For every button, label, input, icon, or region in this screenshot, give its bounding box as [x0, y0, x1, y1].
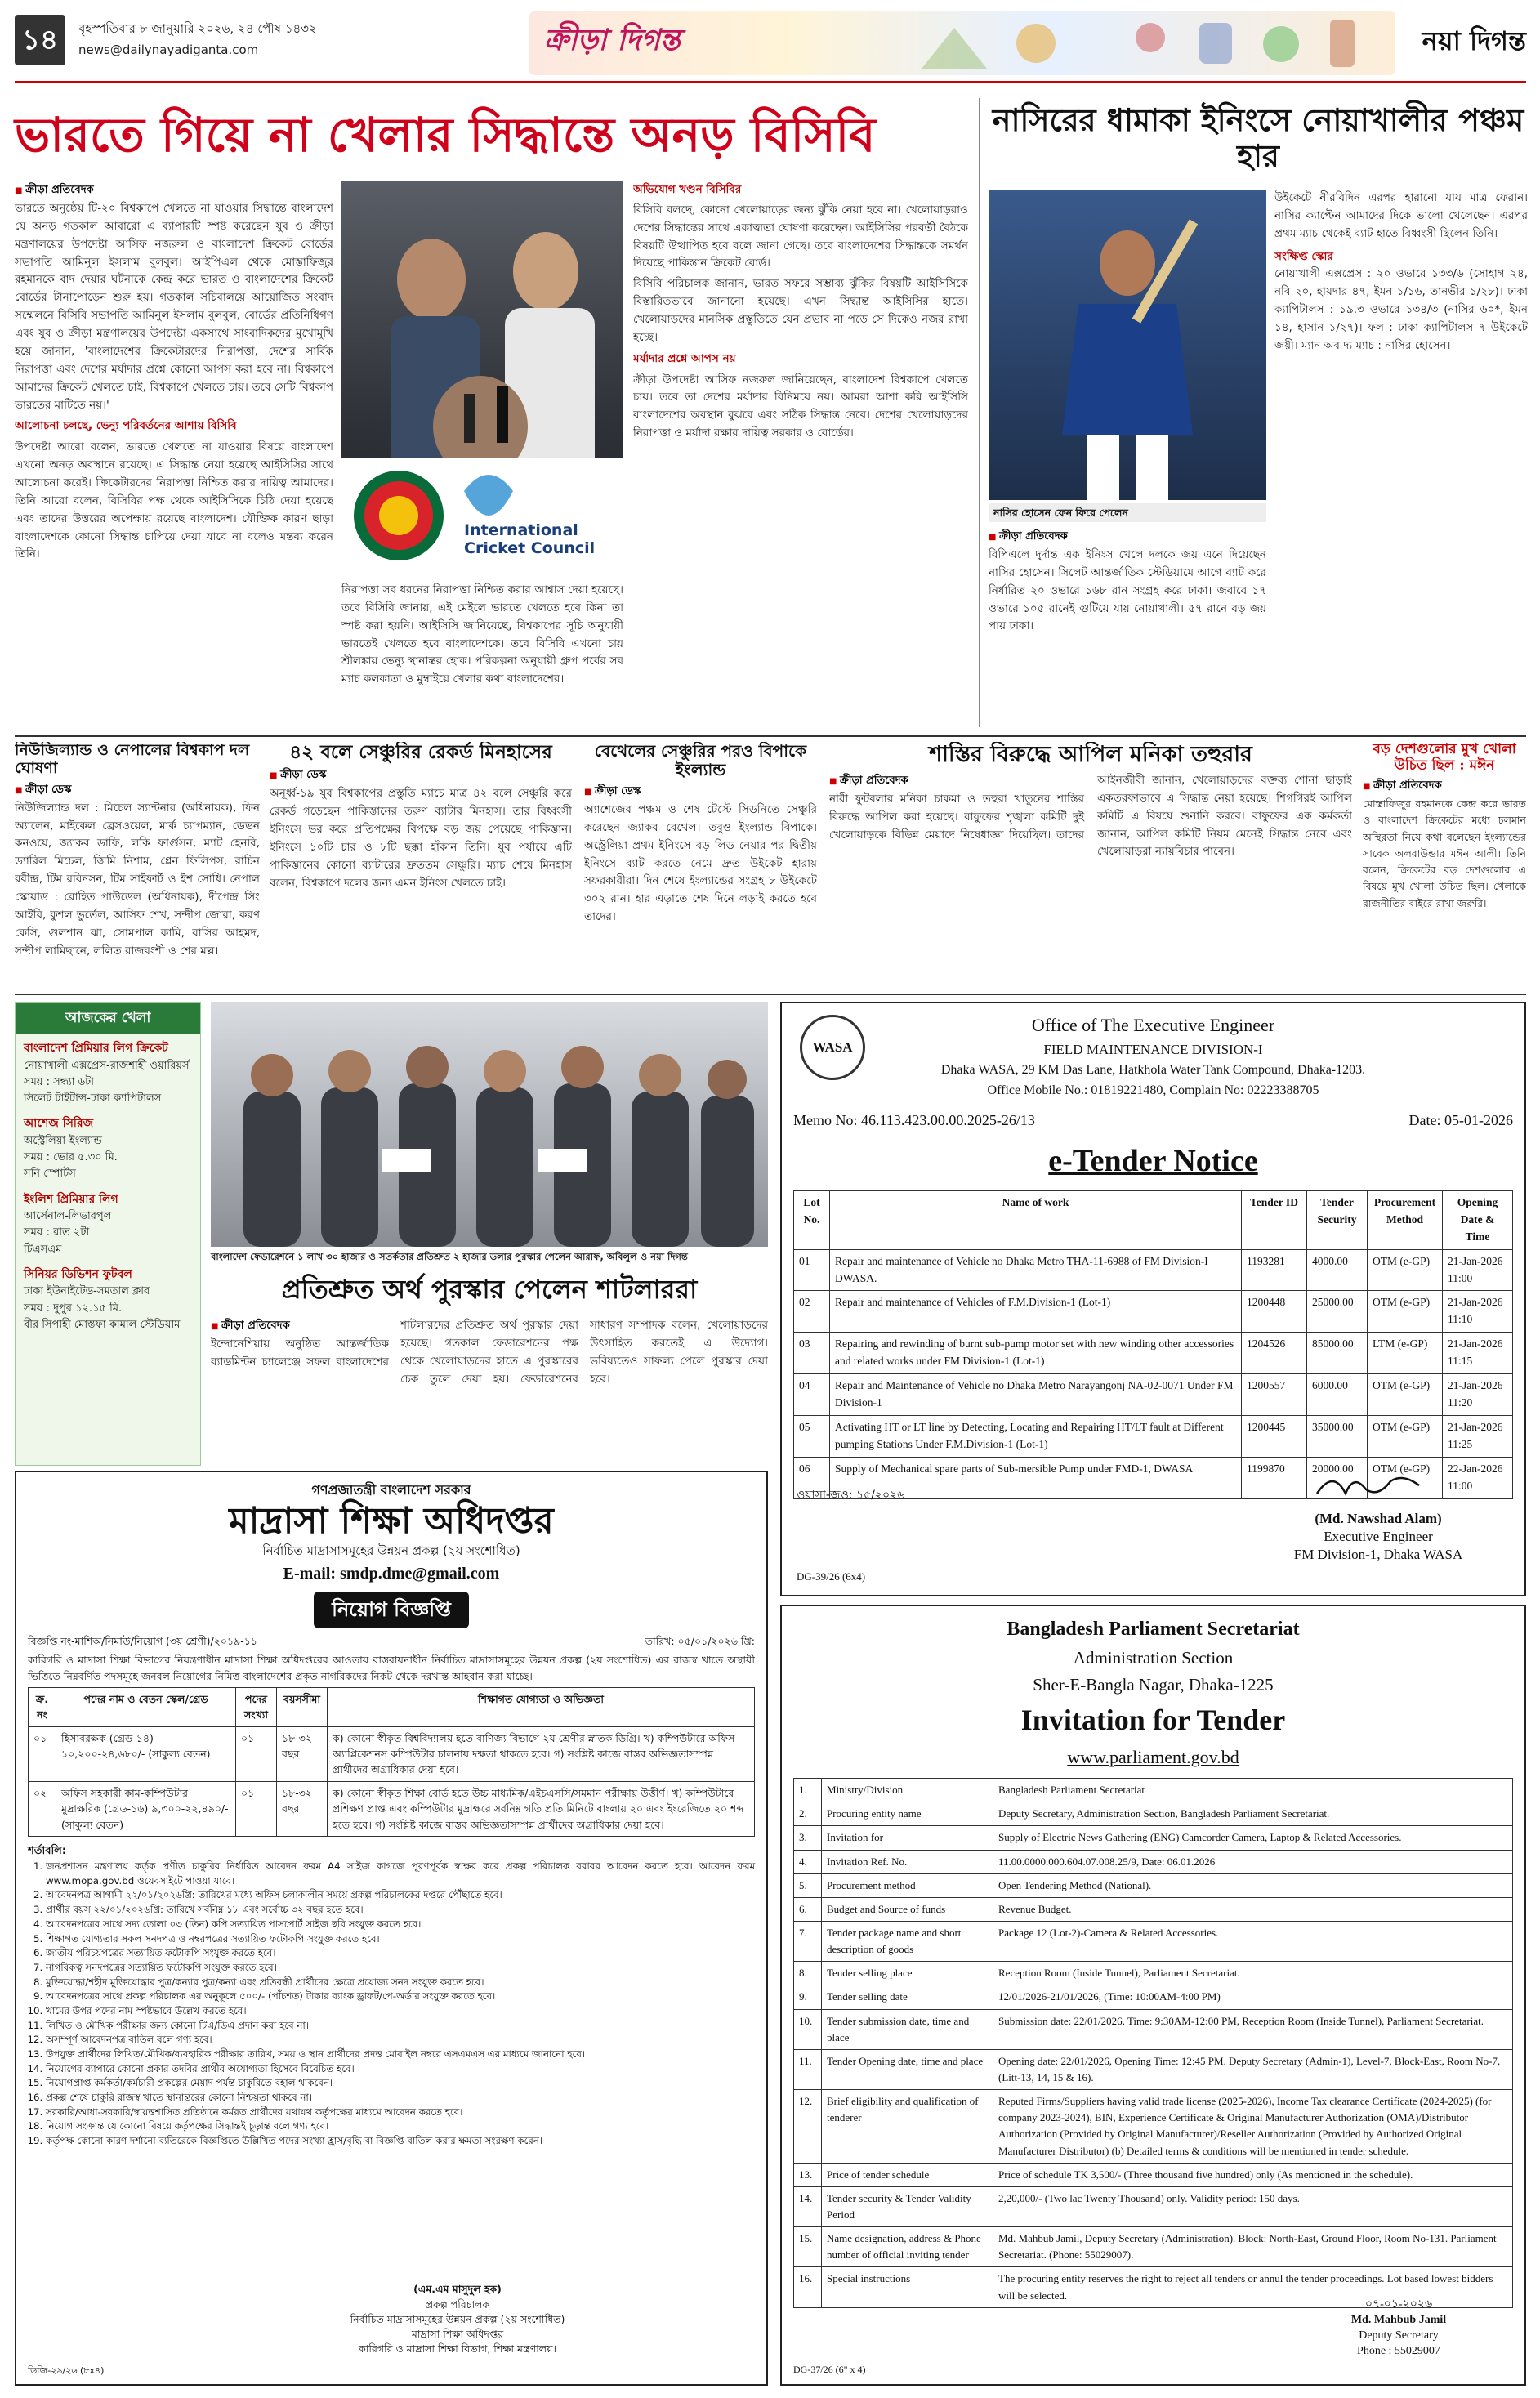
wasa-dg: DG-39/26 (6x4)	[797, 1570, 866, 1583]
wasa-logo-text: WASA	[812, 1039, 853, 1055]
table-row	[794, 2163, 1513, 2186]
cell: 21-Jan-2026 11:20	[1443, 1374, 1513, 1416]
cell: Reception Room (Inside Tunnel), Parliament Secretariat.	[993, 1962, 1513, 1985]
lead-headline: ভারতে গিয়ে না খেলার সিদ্ধান্তে অনড় বিসিবি	[15, 107, 876, 163]
section-title: ক্রীড়া দিগন্ত	[544, 23, 681, 57]
wasa-logo	[800, 1015, 865, 1080]
cell: 21-Jan-2026 11:25	[1443, 1415, 1513, 1457]
game-item	[24, 1191, 192, 1258]
madrasa-signatory	[286, 2282, 629, 2356]
table-row	[794, 1962, 1513, 1985]
table-row	[794, 1249, 1513, 1291]
wasa-signatory	[1248, 1510, 1509, 1564]
wasa-title: e-Tender Notice	[1048, 1143, 1258, 1178]
table-row	[794, 2009, 1513, 2049]
col-header: বয়সসীমা	[277, 1687, 328, 1726]
col-header: শিক্ষাগত যোগ্যতা ও অভিজ্ঞতা	[328, 1687, 755, 1726]
side-col-1	[989, 528, 1266, 728]
madrasa-badge: নিয়োগ বিজ্ঞপ্তি	[314, 1592, 469, 1628]
parl-signatory	[1292, 2298, 1505, 2360]
cell: Revenue Budget.	[993, 1897, 1513, 1921]
parl-url[interactable]: www.parliament.gov.bd	[1067, 1747, 1239, 1768]
term-item: 8. মুক্তিযোদ্ধা/শহীদ মুক্তিযোদ্ধার পুত্র/কন্যার পুত্র/কন্যা এবং প্রতিবন্ধী প্রার্থীদের ক্ষেত্রে প্রযোজ্য সনদ সংযুক্ত করতে হবে।	[46, 1976, 755, 1990]
lead-col3-text: বিসিবি পরিচালক জানান, ভারত সফরে সম্ভাব্য ঝুঁকির বিষয়টি আইসিসিকে বিস্তারিতভাবে জানানো হয়েছে। এখন সিদ্ধান্ত আইসিসির হাতে। খেলোয়াড়দের মানসিক প্রস্তুতিতে যেন প্রভাব না পড়ে সে দিকেও নজর রাখা হচ্ছে।	[633, 277, 968, 344]
lead-col-3	[633, 181, 968, 729]
parliament-tender-ad	[780, 1605, 1526, 2386]
game-venue: সনি স্পোর্টস	[24, 1168, 76, 1181]
cell: 10.	[794, 2009, 822, 2049]
cell: Ministry/Division	[822, 1779, 993, 1802]
madrasa-intro: কারিগরি ও মাদ্রাসা শিক্ষা বিভাগের নিয়ন্ত্রণাধীন মাদ্রাসা শিক্ষা অধিদপ্তরের আওতায় বাস্তবায়নাধীন নির্বাচিত মাদ্রাসাসমূহের উন্নয়ন প্রকল্প (২য় সংশোধিত) এর রাজস্ব খাতে অস্থায়ী ভিত্তিতে নিম্নবর্ণিত পদসমূহে জনবল নিয়োগের নিমিত্ত বাংলাদেশের প্রকৃত নাগরিকদের নিকট থেকে দরখাস্ত আহবান করা যাচ্ছে।	[28, 1654, 755, 1682]
cell: 8.	[794, 1962, 822, 1985]
lead-col2b-body: বিসিবি বলছে, কোনো খেলোয়াড়ের জন্য ঝুঁকি নেয়া হবে না। খেলোয়াড়রাও দেশের সিদ্ধান্তের সাথে একাত্মতা ঘোষণা করেছেন। আইসিসির পরবর্তী বৈঠকে বিষয়টি উত্থাপিত হবে বলে জানা গেছে। তবে বাংলাদেশের সিদ্ধান্তকে সমর্থন দিয়েছে পাকিস্তান ক্রিকেট বোর্ড।	[633, 203, 968, 270]
term-item: 5. শিক্ষাগত যোগ্যতার সকল সনদপত্র ও নম্বরপত্রের সত্যায়িত ফটোকপি সংযুক্ত করতে হবে।	[46, 1932, 755, 1947]
cell: ০১	[236, 1726, 277, 1781]
madrasa-sig-title: প্রকল্প পরিচালক	[425, 2298, 490, 2311]
game-time: সময় : সন্ধ্যা ৬টা	[24, 1076, 94, 1089]
term-item: 9. আবেদনপত্রের সাথে প্রকল্প পরিচালক এর অনুকূলে ৫০০/- (পাঁচশত) টাকার ব্যাংক ড্রাফট/পে-অর্ডার সংযুক্ত করতে হবে।	[46, 1989, 755, 2004]
wasa-office: Office of The Executive Engineer	[1031, 1015, 1275, 1035]
parl-tender-table	[793, 1778, 1513, 2308]
cell: অফিস সহকারী কাম-কম্পিউটার মুদ্রাক্ষরিক (গ্রেড-১৬) ৯,৩০০-২২,৪৯০/- (সাকুল্য বেতন)	[56, 1781, 236, 1836]
cell: Price of tender schedule	[822, 2163, 993, 2186]
cell: 6000.00	[1307, 1374, 1368, 1416]
cell: Supply of Electric News Gathering (ENG) Camcorder Camera, Laptop & Related Accessories.	[993, 1826, 1513, 1850]
cell: 15.	[794, 2227, 822, 2267]
cell: 11.	[794, 2049, 822, 2089]
wasa-phone: Office Mobile No.: 01819221480, Complain No: 02223388705	[987, 1083, 1319, 1098]
score-title: সংক্ষিপ্ত স্কোর	[1274, 249, 1333, 263]
madrasa-dg: ডিজি-২৯/২৬ (৮x৪)	[28, 2365, 105, 2376]
term-item: 3. প্রার্থীর বয়স ২২/০১/২০২৬খ্রি: তারিখে সর্বনিম্ন ১৮ এবং সর্বোচ্চ ৩২ বছর হতে হবে।	[46, 1903, 755, 1918]
game-league: ইংলিশ প্রিমিয়ার লিগ	[24, 1192, 118, 1206]
col-header: পদের সংখ্যা	[236, 1687, 277, 1726]
table-row	[794, 1985, 1513, 2009]
cell: 2.	[794, 1802, 822, 1826]
madrasa-recruitment-ad	[15, 1471, 768, 2386]
term-item: 7. নাগরিকত্ব সনদপত্রের সত্যায়িত ফটোকপি সংযুক্ত করতে হবে।	[46, 1961, 755, 1976]
lead-col2-text: নিরাপত্তা সব ধরনের নিরাপত্তা নিশ্চিত করার আশ্বাস দেয়া হয়েছে। তবে বিসিবি জানায়, এই মেইলে ভারতে খেলতে হবে কিনা তা স্পষ্ট করা হয়নি। আইসিসি জানিয়েছে, বিশ্বকাপের সূচি অনুযায়ী ভারতেই খেলতে হবে বাংলাদেশকে। তবে বিসিবি এখনো চায় শ্রীলঙ্কায় ভেন্যু স্থানান্তর হোক। পরিকল্পনা অনুযায়ী গ্রুপ পর্বের সব ম্যাচ কলকাতা ও মুম্বাইয়ে খেলার কথা বাংলাদেশের।	[341, 583, 623, 686]
term-item: 14. নিয়োগের ব্যাপারে কোনো প্রকার তদবির প্রার্থীর অযোগ্যতা হিসেবে বিবেচিত হবে।	[46, 2062, 755, 2077]
cell: 1200448	[1242, 1291, 1307, 1333]
parl-org: Bangladesh Parliament Secretariat	[1007, 1619, 1300, 1640]
cell: ক) কোনো স্বীকৃত বিশ্ববিদ্যালয় হতে বাণিজ্য বিভাগে ২য় শ্রেণীর স্নাতক ডিগ্রি। খ) কম্পিউটারে অফিস অ্যাপ্লিকেশনস কম্পিউটার চালনায় দক্ষতা থাকতে হবে। গ) সংশ্লিষ্ট কাজে বাস্তব অভিজ্ঞতাসম্পন্ন প্রার্থীদের অগ্রাধিকার দেয়া হবে।	[328, 1726, 755, 1781]
term-item: 17. সরকারি/আধা-সরকারি/স্বায়ত্তশাসিত প্রতিষ্ঠানে কর্মরত প্রার্থীদের যথাযথ কর্তৃপক্ষের মাধ্যমে আবেদন করতে হবে।	[46, 2106, 755, 2120]
wasa-sig-title: Executive Engineer	[1324, 1529, 1433, 1545]
madrasa-ref-left: বিজ্ঞপ্তি নং-মাশিঅ/নিমাউ/নিয়োগ (৩য় শ্রেণী)/২০১৯-১১	[28, 1634, 257, 1647]
side-col1-text: বিপিএলে দুর্দান্ত এক ইনিংস খেলে দলকে জয় এনে দিয়েছেন নাসির হোসেন। সিলেট আন্তর্জাতিক স্টেডিয়ামে আগে ব্যাট করে নির্ধারিত ২০ ওভারে ১৬৮ রান সংগ্রহ করে ঢাকা। জবাবে ১৭ ওভারে ১০৫ রানেই গুটিয়ে যায় নোয়াখালী। ৫৭ রানে বড় জয় পায় ঢাকা।	[989, 548, 1266, 633]
lead-subhead-3: মর্যাদার প্রশ্নে আপস নয়	[633, 351, 736, 365]
cell: 4000.00	[1307, 1249, 1368, 1291]
cell: 13.	[794, 2163, 822, 2186]
cell: Package 12 (Lot-2)-Camera & Related Accessories.	[993, 1922, 1513, 1962]
story-monika	[829, 742, 1352, 987]
madrasa-title: মাদ্রাসা শিক্ষা অধিদপ্তর	[229, 1499, 554, 1542]
moeen-byline: ■ ক্রীড়া প্রতিবেদক	[1363, 777, 1526, 794]
game-venue: বীর সিপাহী মোস্তফা কামাল স্টেডিয়াম	[24, 1318, 181, 1331]
parl-title: Invitation for Tender	[1020, 1704, 1286, 1737]
cell: Deputy Secretary, Administration Section, Bangladesh Parliament Secretariat.	[993, 1802, 1513, 1826]
cell: Bangladesh Parliament Secretariat	[993, 1779, 1513, 1802]
term-item: 2. আবেদনপত্র আগামী ২২/০১/২০২৬খ্রি: তারিখের মধ্যে অফিস চলাকালীন সময়ে প্রকল্প পরিচালকের দপ্তরে পৌঁছাতে হবে।	[46, 1888, 755, 1903]
cell: 05	[794, 1415, 830, 1457]
cell: ০১	[29, 1726, 56, 1781]
term-item: 18. নিয়োগ সংক্রান্ত যে কোনো বিষয়ে কর্তৃপক্ষের সিদ্ধান্তই চূড়ান্ত বলে গণ্য হবে।	[46, 2119, 755, 2134]
cell: 4.	[794, 1850, 822, 1873]
cell: OTM (e-GP)	[1368, 1415, 1443, 1457]
lead-col1b-text: উপদেষ্টা আরো বলেন, ভারতে খেলতে না যাওয়ার বিষয়ে বাংলাদেশ এখনো অনড় অবস্থানে রয়েছে। এ সিদ্ধান্ত নেয়া হয়েছে আইসিসির সাথে আলোচনা করেই। ক্রিকেটারদের নিরাপত্তা নিশ্চিত করার দায়িত্ব আমাদের। তিনি আরো বলেন, বিসিবির পক্ষ থেকে আইসিসিকে চিঠি দেয়া হয়েছে এবং তাদের উত্তরের অপেক্ষায় রয়েছে বাংলাদেশ। যৌক্তিক কারণ ছাড়া বাংলাদেশকে কোনো সিদ্ধান্ত চাপিয়ে দেয়া যাবে না বলেও মন্তব্য করেন তিনি।	[15, 440, 333, 561]
side-headline: নাসিরের ধামাকা ইনিংসে নোয়াখালীর পঞ্চম হার	[992, 101, 1524, 174]
side-photo	[989, 190, 1266, 500]
cell: Open Tendering Method (National).	[993, 1873, 1513, 1897]
cell: Budget and Source of funds	[822, 1897, 993, 1921]
group-photo-illustration	[211, 1002, 768, 1247]
award-headline: প্রতিশ্রুত অর্থ পুরস্কার পেলেন শাটলাররা	[281, 1274, 698, 1305]
cell: 16.	[794, 2267, 822, 2307]
cell: Activating HT or LT line by Detecting, Locating and Repairing HT/LT fault at Different pumping Stations Under F.M.Division-1 (Lot-1)	[830, 1415, 1242, 1457]
cell: Special instructions	[822, 2267, 993, 2307]
cell: Tender selling place	[822, 1962, 993, 1985]
wasa-ref: ওয়াসা-জও: ১৫/২০২৬	[797, 1489, 905, 1502]
minhas-text: অনূর্ধ্ব-১৯ যুব বিশ্বকাপের প্রস্তুতি ম্যাচে মাত্র ৪২ বলে সেঞ্চুরি করে রেকর্ড গড়েছেন পাকিস্তানের তরুণ ব্যাটার মিনহাস। তার বিধ্বংসী ইনিংসে ভর করে প্রতিপক্ষের বিপক্ষে বড় জয় পেয়েছে পাকিস্তান। ইনিংসে ১০টি চার ও ৮টি ছক্কা হাঁকান তিনি। যুব পর্যায়ে এটি পাকিস্তানের কোনো ব্যাটারের দ্রুততম সেঞ্চুরি। ম্যাচ শেষে মিনহাস বলেন, বিশ্বকাপে দলের জন্য এমন ইনিংস খেলতে চাই।	[270, 787, 572, 890]
term-item: 6. জাতীয় পরিচয়পত্রের সত্যায়িত ফটোকপি সংযুক্ত করতে হবে।	[46, 1946, 755, 1961]
cell: Invitation for	[822, 1826, 993, 1850]
cell: 3.	[794, 1826, 822, 1850]
icc-logo-text: International Cricket Council	[464, 521, 596, 557]
bethell-text: অ্যাশেজের পঞ্চম ও শেষ টেস্টে সিডনিতে সেঞ্চুরি করেছেন জ্যাকব বেথেল। তবুও ইংল্যান্ড বিপাকে। অস্ট্রেলিয়া প্রথম ইনিংসে বড় লিড নেয়ার পর দ্বিতীয় ইনিংসে ব্যাট করতে নেমে দ্রুত উইকেট হারায় সফরকারীরা। দিন শেষে ইংল্যান্ডের সংগ্রহ ৮ উইকেটে ৩০২ রান। হার এড়াতে শেষ দিনে লড়াই করতে হবে তাদের।	[584, 803, 817, 924]
cell: Submission date: 22/01/2026, Time: 9:30AM-12:00 PM, Reception Room (Inside Tunnel), Parliament Secretariat.	[993, 2009, 1513, 2049]
cell: The procuring entity reserves the right to reject all tenders or annul the tender proceedings. Lot based lowest bidders will be selected.	[993, 2267, 1513, 2307]
cell: 21-Jan-2026 11:00	[1443, 1249, 1513, 1291]
wasa-tender-table	[793, 1190, 1513, 1499]
cell: 14.	[794, 2186, 822, 2226]
game-item	[24, 1040, 192, 1107]
story-moeen	[1363, 742, 1526, 987]
cell: 06	[794, 1457, 830, 1498]
madrasa-terms-title: শর্তাবলি:	[28, 1844, 67, 1857]
cell: Brief eligibility and qualification of tenderer	[822, 2090, 993, 2164]
parl-section: Administration Section	[1073, 1648, 1234, 1668]
cell: ১৮-৩২ বছর	[277, 1726, 328, 1781]
game-match: অস্ট্রেলিয়া-ইংল্যান্ড	[24, 1135, 102, 1148]
wasa-address: Dhaka WASA, 29 KM Das Lane, Hatkhola Water Tank Compound, Dhaka-1203.	[940, 1063, 1366, 1078]
cell: 7.	[794, 1922, 822, 1962]
moeen-headline: বড় দেশগুলোর মুখ খোলা উচিত ছিল : মঈন	[1373, 742, 1516, 774]
madrasa-ref-right: তারিখ: ০৫/০১/২০২৬ খ্রি:	[645, 1634, 755, 1647]
cell: 21-Jan-2026 11:10	[1443, 1291, 1513, 1333]
parl-sig-phone: Phone : 55029007	[1357, 2345, 1440, 2358]
cell: Procurement method	[822, 1873, 993, 1897]
lead-subhead-1: আলোচনা চলছে, ভেন্যু পরিবর্তনের আশায় বিসিবি	[15, 419, 237, 433]
game-venue: সিলেট টাইটান্স-ঢাকা ক্যাপিটালস	[24, 1092, 162, 1105]
minhas-byline: ■ ক্রীড়া ডেস্ক	[270, 766, 572, 784]
lead-col1-text: ভারতে অনুষ্ঠেয় টি-২০ বিশ্বকাপে খেলতে না যাওয়ার সিদ্ধান্তে বাংলাদেশ যে অনড় গতকাল আবারো এ ব্যাপারটি স্পষ্ট করেছেন যুব ও ক্রীড়া মন্ত্রণালয়ের উপদেষ্টা আসিফ নজরুল ও বাংলাদেশ ক্রিকেট বোর্ডের সভাপতি আমিনুল ইসলাম বুলবুল। আইপিএল থেকে মোস্তাফিজুর রহমানকে বাদ দেয়ার ঘটনাকে কেন্দ্র করে ভারত ও বাংলাদেশের ক্রিকেট বোর্ডের টানাপোড়েন শুরু হয়। গতকাল সচিবালয়ে আয়োজিত সংবাদ সম্মেলনে বিসিবি সভাপতি আমিনুল ইসলাম বুলবুল, বোর্ডের প্রতিনিধিগণ এবং যুব ও ক্রীড়া মন্ত্রণালয়ের উপদেষ্টা একসাথে সাংবাদিকদের মুখোমুখি হয়ে জানান, 'বাংলাদেশের ক্রিকেটারদের নিরাপত্তা, দেশের সার্বিক নিরাপত্তা এবং দেশের মর্যাদার প্রশ্নে কোনো আপস করা হবে না। বিশ্বকাপে আমাদের ক্রিকেট খেলতে চাই, বিশ্বকাপে খেলতে চায়। তবে সেটি বিশ্বকাপ ভারতের মাটিতে নয়।'	[15, 202, 333, 412]
wasa-date: Date: 05-01-2026	[1408, 1112, 1513, 1129]
cell: 9.	[794, 1985, 822, 2009]
cell: Repairing and rewinding of burnt sub-pump motor set with new winding other accessories and related works under FM Division-1 (Lot-1)	[830, 1333, 1242, 1374]
cell: 03	[794, 1333, 830, 1374]
cell: Tender package name and short description of goods	[822, 1922, 993, 1962]
parl-sig-title: Deputy Secretary	[1359, 2329, 1439, 2342]
cell: ০২	[29, 1781, 56, 1836]
today-games-title: আজকের খেলা	[16, 1003, 200, 1034]
cell: OTM (e-GP)	[1368, 1249, 1443, 1291]
madrasa-ref-row	[28, 1633, 755, 1649]
cell: OTM (e-GP)	[1368, 1291, 1443, 1333]
game-item	[24, 1115, 192, 1182]
cell: Md. Mahbub Jamil, Deputy Secretary (Administration). Block: North-East, Ground Floor, Room No-131. Parliament Secretariat. (Phone: 55029007).	[993, 2227, 1513, 2267]
cell: Reputed Firms/Suppliers having valid trade license (2025-2026), Income Tax clearance Certificate (2024-2025) (for company 2023-2024), BIN, Experience Certificate & Original Manufacturer Authorization (OMA)/Distributor Authorization (Provided by Original Manufacturer)/Reseller Authorization (Provided by Authorized Original Manufacturer Distributor) (b) Detailed terms & conditions will be mentioned in tender schedule.	[993, 2090, 1513, 2164]
game-league: বাংলাদেশ প্রিমিয়ার লিগ ক্রিকেট	[24, 1042, 168, 1056]
section-banner	[529, 11, 1395, 75]
col-header: Procurement Method	[1368, 1190, 1443, 1249]
cell: Repair and maintenance of Vehicles of F.M.Division-1 (Lot-1)	[830, 1291, 1242, 1333]
cell: 12.	[794, 2090, 822, 2164]
paper-logo	[1422, 21, 1526, 62]
col-header: Name of work	[830, 1190, 1242, 1249]
term-item: 11. লিখিত ও মৌখিক পরীক্ষার জন্য কোনো টিএ/ডিএ প্রদান করা হবে না।	[46, 2019, 755, 2034]
nz-byline: ■ ক্রীড়া ডেস্ক	[15, 781, 260, 798]
col-header: Tender ID	[1242, 1190, 1307, 1249]
cell: 35000.00	[1307, 1415, 1368, 1457]
cell: Repair and Maintenance of Vehicle no Dhaka Metro Narayangonj NA-02-0071 Under FM Division-1	[830, 1374, 1242, 1416]
game-league: সিনিয়র ডিভিশন ফুটবল	[24, 1267, 132, 1281]
madrasa-sig-office2: মাদ্রাসা শিক্ষা অধিদপ্তর	[411, 2327, 504, 2340]
cell: 1193281	[1242, 1249, 1307, 1291]
cell: ১৮-৩২ বছর	[277, 1781, 328, 1836]
parl-sig-name: Md. Mahbub Jamil	[1350, 2314, 1447, 2327]
nz-text: নিউজিল্যান্ড দল : মিচেল স্যান্টনার (অধিনায়ক), ফিন অ্যালেন, মাইকেল ব্রেসওয়েল, মার্ক চ্যাপম্যান, ডেভন কনওয়ে, জ্যাকব ডাফি, লকি ফার্গুসন, ম্যাট হেনরি, ড্যারিল মিচেল, জিমি নিশাম, গ্লেন ফিলিপস, রাচিন রবীন্দ্র, টিম রবিনসন, টিম সাইফার্ট ও ইশ সোধি। নেপাল স্কোয়াড : রোহিত পাউডেল (অধিনায়ক), দীপেন্দ্র সিং আইরি, কুশল ভুর্তেল, আসিফ শেখ, সন্দীপ জোরা, করণ কেসি, গুলশান ঝা, সোমপাল কামি, বাসির আহমদ, সন্দীপ লামিছানে, ললিত রাজবংশী ও শের মল্ল।	[15, 801, 260, 958]
lead-col-2	[341, 582, 623, 729]
cell: Name designation, address & Phone number of official inviting tender	[822, 2227, 993, 2267]
madrasa-sig-name: (এম.এম মাসুদুল হক)	[413, 2283, 502, 2296]
cell: Tender Opening date, time and place	[822, 2049, 993, 2089]
col-header: Lot No.	[794, 1190, 830, 1249]
minhas-headline: ৪২ বলে সেঞ্চুরির রেকর্ড মিনহাসের	[289, 742, 552, 763]
cell: Opening date: 22/01/2026, Opening Time: 12:45 PM. Deputy Secretary (Admin-1), Level-7, Block-East, Room No-7, (Litt-13, 14, 15 & 16).	[993, 2049, 1513, 2089]
email[interactable]: news@dailynayadiganta.com	[78, 42, 259, 57]
table-row	[794, 1802, 1513, 1826]
wasa-tender-ad	[780, 1002, 1526, 1596]
game-time: সময় : দুপুর ১২.১৫ মি.	[24, 1302, 123, 1315]
cell: 04	[794, 1374, 830, 1416]
table-header-row	[794, 1190, 1513, 1249]
game-item	[24, 1266, 192, 1333]
col-header: Opening Date & Time	[1443, 1190, 1513, 1249]
game-match: ঢাকা ইউনাইটেড-সমতাল ক্লাব	[24, 1285, 150, 1298]
madrasa-gov: গণপ্রজাতন্ত্রী বাংলাদেশ সরকার	[311, 1482, 471, 1498]
table-row	[794, 2090, 1513, 2164]
monika-headline: শাস্তির বিরুদ্ধে আপিল মনিকা তহুরার	[929, 742, 1252, 767]
cell: 01	[794, 1249, 830, 1291]
game-time: সময় : রাত ২টা	[24, 1226, 90, 1239]
col-header: Tender Security	[1307, 1190, 1368, 1249]
term-item: 10. খামের উপর পদের নাম স্পষ্টভাবে উল্লেখ করতে হবে।	[46, 2004, 755, 2019]
madrasa-post-table	[28, 1687, 755, 1837]
col-header: ক্র. নং	[29, 1687, 56, 1726]
lead-col-1	[15, 181, 333, 729]
award-photo-caption: বাংলাদেশ ফেডারেশনে ১ লাখ ৩০ হাজার ও সতর্কতার প্রতিশ্রুত ২ হাজার ডলার পুরস্কার পেলেন আরাফ, অবিলুল ও নয়া দিগন্ত	[211, 1251, 688, 1262]
table-row	[794, 2227, 1513, 2267]
cell: 1.	[794, 1779, 822, 1802]
cell: Tender security & Tender Validity Period	[822, 2186, 993, 2226]
bcb-icc-logo-panel	[341, 458, 623, 576]
table-row	[794, 1333, 1513, 1374]
cell: 85000.00	[1307, 1333, 1368, 1374]
wasa-sig-office: FM Division-1, Dhaka WASA	[1293, 1547, 1463, 1563]
table-row	[794, 2186, 1513, 2226]
wasa-sig-name: (Md. Nawshad Alam)	[1315, 1511, 1442, 1526]
wasa-memo: Memo No: 46.113.423.00.00.2025-26/13	[793, 1112, 1035, 1129]
bethell-byline: ■ ক্রীড়া ডেস্ক	[584, 783, 817, 800]
table-row	[29, 1781, 755, 1836]
monika-byline: ■ ক্রীড়া প্রতিবেদক	[829, 772, 1084, 789]
nz-headline: নিউজিল্যান্ড ও নেপালের বিশ্বকাপ দল ঘোষণা	[15, 742, 250, 777]
term-item: 15. নিয়োগপ্রাপ্ত কর্মকর্তা/কর্মচারী প্রকল্পের মেয়াদ পর্যন্ত চাকুরিতে বহাল থাকবেন।	[46, 2076, 755, 2091]
cell: Invitation Ref. No.	[822, 1850, 993, 1873]
side-col2-text: উইকেটে নীরবিদিন এরপর হারানো যায় মাত্র ফেরান। নাসির ক্যাপ্টেন আমাদের দিকে ভালো খেলেছেন। এরপর প্রথম ম্যাচ থেকেই ব্যাট হাতে বিধ্বংসী ছিলেন তিনি।	[1274, 191, 1528, 240]
term-item: 4. আবেদনপত্রের সাথে সদ্য তোলা ০৩ (তিন) কপি সত্যায়িত পাসপোর্ট সাইজ ছবি সংযুক্ত করতে হবে।	[46, 1918, 755, 1932]
table-header-row	[29, 1687, 755, 1726]
table-row	[794, 1415, 1513, 1457]
cell: হিসাবরক্ষক (গ্রেড-১৪) ১০,২০০-২৪,৬৮০/- (সাকুল্য বেতন)	[56, 1726, 236, 1781]
table-row	[29, 1726, 755, 1781]
monika-text: নারী ফুটবলার মনিকা চাকমা ও তহুরা খাতুনের শাস্তির বিরুদ্ধে আপিল করা হয়েছে। বাফুফের শৃঙ্খলা কমিটি দুই খেলোয়াড়কে বিভিন্ন মেয়াদে নিষেধাজ্ঞা দিয়েছিল। তাদের আইনজীবী জানান, খেলোয়াড়দের বক্তব্য শোনা ছাড়াই একতরফাভাবে এ সিদ্ধান্ত নেয়া হয়েছে। শিগগিরই আপিল কমিটি এ বিষয়ে শুনানি করবে। বাফুফের এক কর্মকর্তা জানান, আপিল কমিটি নিয়ম মেনেই সিদ্ধান্ত নেবে এবং খেলোয়াড়রা ন্যায়বিচার পাবেন।	[829, 774, 1352, 859]
cell: 1200557	[1242, 1374, 1307, 1416]
award-body	[211, 1317, 768, 1464]
page-number-badge: ১৪	[15, 15, 65, 65]
madrasa-badge-wrap	[28, 1592, 755, 1628]
masthead	[15, 11, 1526, 83]
table-row	[794, 1826, 1513, 1850]
cell: OTM (e-GP)	[1368, 1457, 1443, 1498]
table-row	[794, 1873, 1513, 1897]
bcb-logo	[341, 458, 623, 576]
parl-address: Sher-E-Bangla Nagar, Dhaka-1225	[1033, 1674, 1274, 1695]
madrasa-sig-office1: নির্বাচিত মাদ্রাসাসমূহের উন্নয়ন প্রকল্প (২য় সংশোধিত)	[350, 2312, 565, 2325]
wasa-division: FIELD MAINTENANCE DIVISION-I	[1043, 1042, 1263, 1058]
cell: Tender selling date	[822, 1985, 993, 2009]
signature-mark	[1313, 1465, 1427, 1506]
lead-byline: ■ ক্রীড়া প্রতিবেদক	[15, 181, 333, 199]
col-header: পদের নাম ও বেতন স্কেল/গ্রেড	[56, 1687, 236, 1726]
table-row	[794, 2049, 1513, 2089]
table-row	[794, 1897, 1513, 1921]
icc-logo-mark	[464, 475, 513, 516]
score-text: নোয়াখালী এক্সপ্রেস : ২০ ওভারে ১৩৩/৬ (সোহাগ ২৪, নবি ২০, হায়দার ৪৭, ইমন ১/১৬, তানভীর ১/২৮)। ঢাকা ক্যাপিটালস : ১৯.৩ ওভারে ১৩৪/৩ (নাসির ৬০*, ইমন ১৪, হাসান ১/২৭)। ফল : ঢাকা ক্যাপিটালস ৭ উইকেটে জয়ী। ম্যান অব দ্য ম্যাচ : নাসির হোসেন।	[1274, 267, 1528, 352]
bethell-headline: বেথেলের সেঞ্চুরির পরও বিপাকে ইংল্যান্ড	[594, 742, 807, 779]
cell: 2,20,000/- (Two lac Twenty Thousand) only. Validity period: 150 days.	[993, 2186, 1513, 2226]
cell: Tender submission date, time and place	[822, 2009, 993, 2049]
story-minhas	[270, 742, 572, 987]
table-row	[794, 1922, 1513, 1962]
table-row	[794, 1291, 1513, 1333]
award-text: ইন্দোনেশিয়ায় অনুষ্ঠিত আন্তর্জাতিক ব্যাডমিন্টন চ্যালেঞ্জে সফল বাংলাদেশের শাটলারদের প্রতিশ্রুত অর্থ পুরস্কার দেয়া হয়েছে। গতকাল ফেডারেশনের পক্ষ থেকে খেলোয়াড়দের হাতে এ পুরস্কারের চেক তুলে দেয়া হয়। ফেডারেশনের সাধারণ সম্পাদক বলেন, খেলোয়াড়দের উৎসাহিত করতেই এ উদ্যোগ। ভবিষ্যতেও সাফল্য পেলে পুরস্কার দেয়া হবে।	[211, 1319, 768, 1386]
side-col-2	[1274, 190, 1528, 729]
cell: LTM (e-GP)	[1368, 1333, 1443, 1374]
story-nz-nepal	[15, 742, 260, 987]
date-line: বৃহস্পতিবার ৮ জানুয়ারি ২০২৬, ২৪ পৌষ ১৪৩২	[78, 21, 317, 36]
cell: 6.	[794, 1897, 822, 1921]
cell: 1204526	[1242, 1333, 1307, 1374]
madrasa-terms-list	[28, 1860, 755, 2149]
game-match: আর্সেনাল-লিভারপুল	[24, 1210, 112, 1223]
lead-col2b-text: অভিযোগ খণ্ডন বিসিবির	[633, 183, 742, 196]
cell: 1199870	[1242, 1457, 1307, 1498]
paper-name: নয়া দিগন্ত	[1422, 25, 1526, 56]
cell: 11.00.0000.000.604.07.008.25/9, Date: 06.01.2026	[993, 1850, 1513, 1873]
moeen-text: মোস্তাফিজুর রহমানকে কেন্দ্র করে ভারত ও বাংলাদেশ ক্রিকেটের মধ্যে চলমান অস্থিরতা নিয়ে কথা বলেছেন ইংল্যান্ডের সাবেক অলরাউন্ডার মঈন আলী। তিনি বলেন, ক্রিকেটের বড় দেশগুলোর এ বিষয়ে মুখ খোলা উচিত ছিল। খেলাকে রাজনীতির বাইরে রাখা জরুরি।	[1363, 797, 1526, 909]
game-venue: টিএসএম	[24, 1243, 62, 1256]
cell: 12/01/2026-21/01/2026, (Time: 10:00AM-4:00 PM)	[993, 1985, 1513, 2009]
cell: 5.	[794, 1873, 822, 1897]
today-games-list	[16, 1034, 200, 1347]
parl-sig-date: ০৭-০১-২০২৬	[1364, 2298, 1433, 2311]
cell: 1200445	[1242, 1415, 1307, 1457]
table-row	[794, 1779, 1513, 1802]
madrasa-sub: নির্বাচিত মাদ্রাসাসমূহের উন্নয়ন প্রকল্প (২য় সংশোধিত)	[262, 1543, 520, 1559]
batsman-illustration	[989, 190, 1266, 500]
game-time: সময় : ভোর ৫.৩০ মি.	[24, 1151, 118, 1164]
game-league: আশেজ সিরিজ	[24, 1117, 94, 1131]
term-item: 16. প্রকল্প শেষে চাকুরি রাজস্ব খাতে স্থানান্তরের কোনো নিশ্চয়তা থাকবে না।	[46, 2091, 755, 2106]
award-photo	[211, 1002, 768, 1247]
game-match: নোয়াখালী এক্সপ্রেস-রাজশাহী ওয়ারিয়র্স	[24, 1060, 190, 1073]
award-byline: ■ ক্রীড়া প্রতিবেদক	[211, 1317, 389, 1334]
cell: Supply of Mechanical spare parts of Sub-mersible Pump under FMD-1, DWASA	[830, 1457, 1242, 1498]
lead-col3b-text: ক্রীড়া উপদেষ্টা আসিফ নজরুল জানিয়েছেন, বাংলাদেশ বিশ্বকাপে খেলতে চায়। তবে তা দেশের মর্যাদার বিনিময়ে নয়। আমরা আশা করি আইসিসি বাংলাদেশের অবস্থান বুঝবে এবং সঠিক সিদ্ধান্ত নেবে। দেশের খেলোয়াড়দের নিরাপত্তা ও মর্যাদা রক্ষার দায়িত্ব সরকার ও বোর্ডের।	[633, 373, 968, 440]
cell: Price of schedule TK 3,500/- (Three thousand five hundred) only (As mentioned in the schedule).	[993, 2163, 1513, 2186]
table-row	[794, 1850, 1513, 1873]
madrasa-sig-office3: কারিগরি ও মাদ্রাসা শিক্ষা বিভাগ, শিক্ষা মন্ত্রণালয়।	[359, 2342, 556, 2355]
cell: Repair and maintenance of Vehicle no Dhaka Metro THA-11-6988 of FM Division-I DWASA.	[830, 1249, 1242, 1291]
cell: 20000.00	[1307, 1457, 1368, 1498]
wasa-memo-row	[793, 1110, 1513, 1132]
term-item: 19. কর্তৃপক্ষ কোনো কারণ দর্শানো ব্যতিরেকে বিজ্ঞপ্তিতে উল্লিখিত পদের সংখ্যা হ্রাস/বৃদ্ধি বা বিজ্ঞপ্তি বাতিল করার ক্ষমতা সংরক্ষণ করেন।	[46, 2134, 755, 2149]
term-item: 1. জনপ্রশাসন মন্ত্রণালয় কর্তৃক প্রণীত চাকুরির নির্ধারিত আবেদন ফরম A4 সাইজ কাগজে পূরণপূর্বক স্বাক্ষর করে প্রকল্প পরিচালক বরাবর আবেদন করতে হবে। আবেদন ফরম www.mopa.gov.bd ওয়েবসাইটে পাওয়া যাবে।	[46, 1860, 755, 1888]
cell: Procuring entity name	[822, 1802, 993, 1826]
cell: 02	[794, 1291, 830, 1333]
today-games-box	[15, 1002, 201, 1466]
story-bethell	[584, 742, 817, 987]
cell: OTM (e-GP)	[1368, 1374, 1443, 1416]
term-item: 12. অসম্পূর্ণ আবেদনপত্র বাতিল বলে গণ্য হবে।	[46, 2033, 755, 2047]
cell: 25000.00	[1307, 1291, 1368, 1333]
cell: ০১	[236, 1781, 277, 1836]
table-row	[794, 1374, 1513, 1416]
side-byline: ■ ক্রীড়া প্রতিবেদক	[989, 528, 1266, 545]
parl-dg: DG-37/26 (6" x 4)	[793, 2364, 866, 2376]
cell: 22-Jan-2026 11:00	[1443, 1457, 1513, 1498]
term-item: 13. উপযুক্ত প্রার্থীদের লিখিত/মৌখিক/ব্যবহারিক পরীক্ষার তারিখ, সময় ও স্থান প্রার্থীদের প্রদত্ত মোবাইল নম্বরে এসএমএস এর মাধ্যমে জানানো হবে।	[46, 2047, 755, 2062]
madrasa-email[interactable]: E-mail: smdp.dme@gmail.com	[283, 1564, 500, 1583]
cell: ক) কোনো স্বীকৃত শিক্ষা বোর্ড হতে উচ্চ মাধ্যমিক/এইচএসসি/সমমান পরীক্ষায় উত্তীর্ণ। খ) কম্পিউটারে প্রশিক্ষণ প্রাপ্ত এবং কম্পিউটার মুদ্রাক্ষরে সর্বনিম্ন গতি প্রতি মিনিটে বাংলায় ২০ এবং ইংরেজিতে ২০ শব্দ হতে হবে। গ) সংশ্লিষ্ট কাজে বাস্তব অভিজ্ঞতাসম্পন্ন প্রার্থীদের অগ্রাধিকার দেয়া হবে।	[328, 1781, 755, 1836]
cell: 21-Jan-2026 11:15	[1443, 1333, 1513, 1374]
side-caption: নাসির হোসেন ফেন ফিরে পেলেন	[989, 503, 1266, 522]
